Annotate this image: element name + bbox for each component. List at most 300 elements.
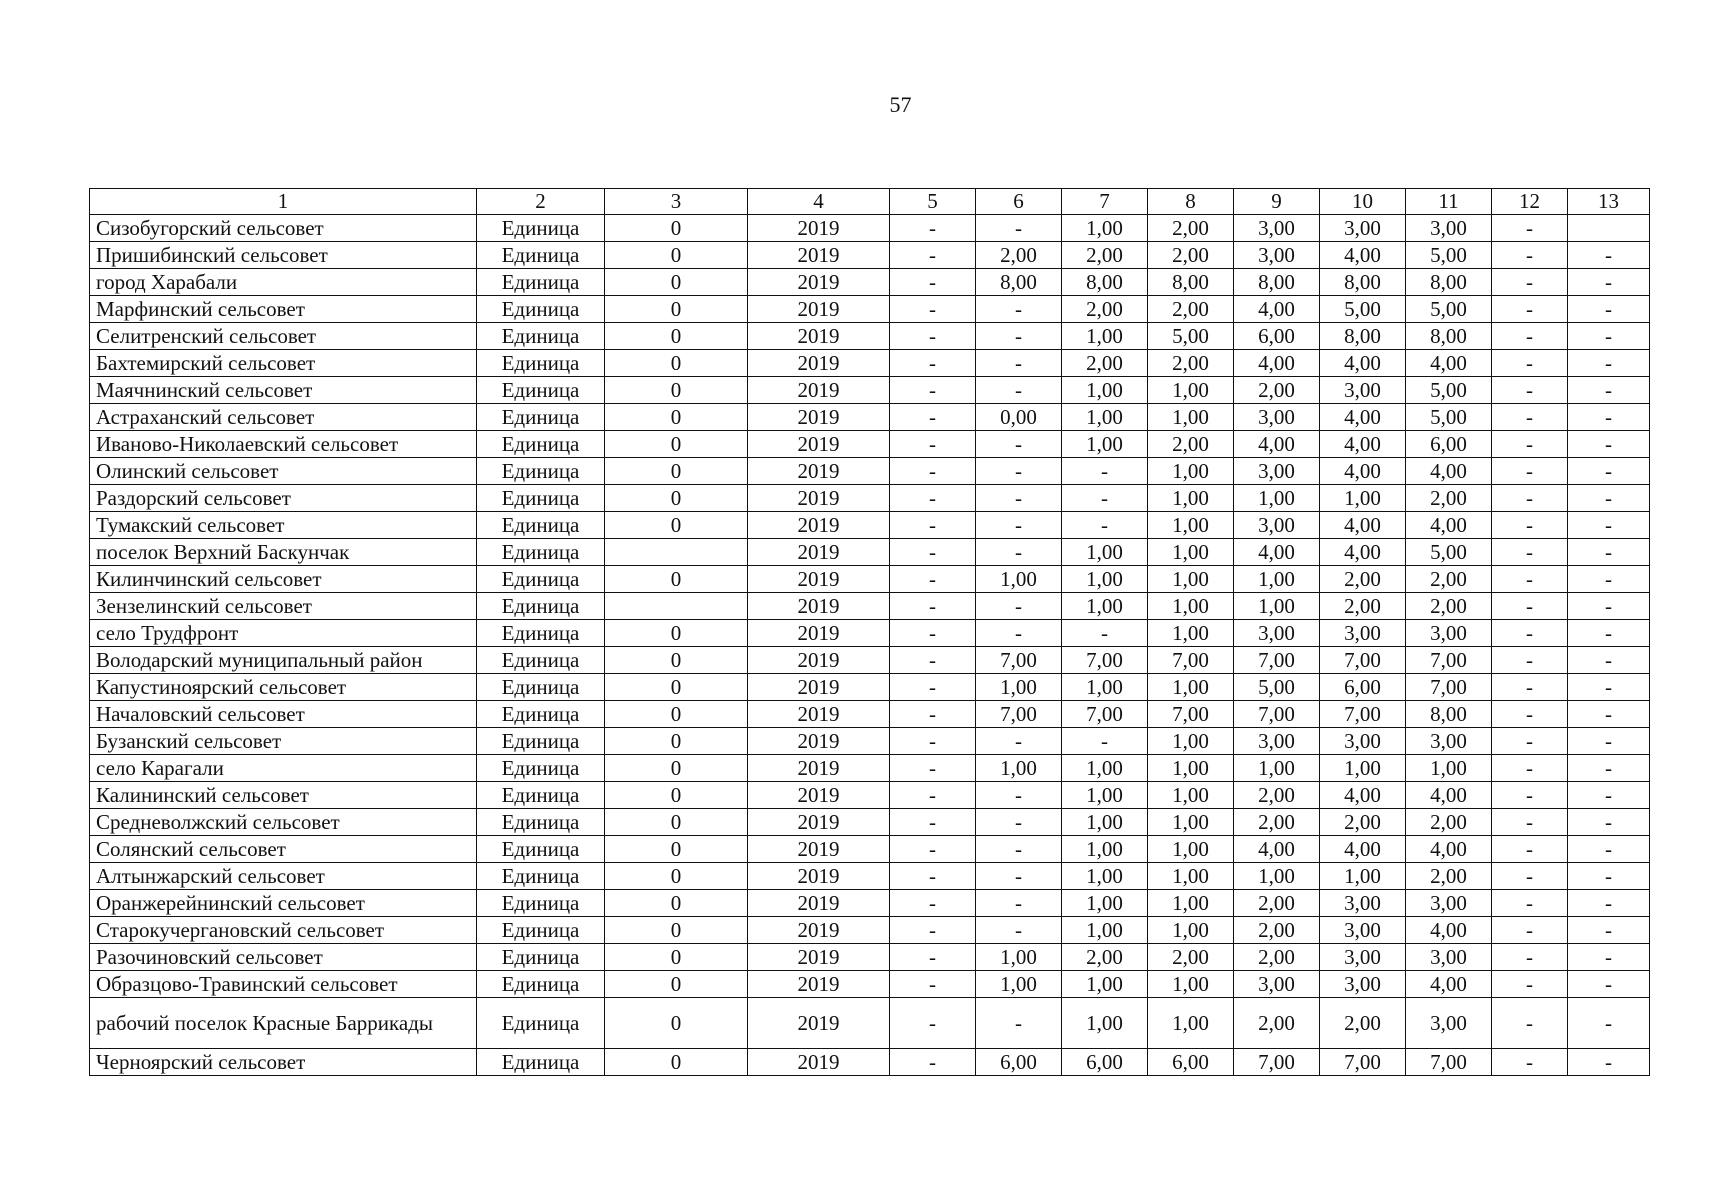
row-name-cell: Володарский муниципальный район xyxy=(90,647,477,674)
table-cell: Единица xyxy=(477,593,605,620)
table-cell: - xyxy=(1492,485,1568,512)
table-cell: 2,00 xyxy=(1148,350,1234,377)
table-cell: 5,00 xyxy=(1406,377,1492,404)
table-cell: 2,00 xyxy=(976,242,1062,269)
row-name-cell: Иваново-Николаевский сельсовет xyxy=(90,431,477,458)
table-cell: - xyxy=(1492,782,1568,809)
table-cell: Единица xyxy=(477,269,605,296)
table-cell: 2,00 xyxy=(1234,890,1320,917)
table-cell: - xyxy=(1492,755,1568,782)
table-cell: 1,00 xyxy=(1148,593,1234,620)
table-cell: Единица xyxy=(477,620,605,647)
table-cell: 1,00 xyxy=(1234,863,1320,890)
table-cell: - xyxy=(1568,593,1650,620)
table-cell: 0 xyxy=(605,863,748,890)
table-cell: 1,00 xyxy=(1148,485,1234,512)
table-cell: 1,00 xyxy=(1062,890,1148,917)
table-cell: 6,00 xyxy=(976,1049,1062,1076)
table-cell: 8,00 xyxy=(1406,701,1492,728)
table-cell: 1,00 xyxy=(1062,863,1148,890)
table-cell: Единица xyxy=(477,242,605,269)
table-cell: 4,00 xyxy=(1320,404,1406,431)
table-cell: - xyxy=(976,485,1062,512)
table-cell: 4,00 xyxy=(1234,431,1320,458)
table-cell: - xyxy=(1492,377,1568,404)
table-cell: 0 xyxy=(605,971,748,998)
table-cell: 0 xyxy=(605,431,748,458)
table-cell: 1,00 xyxy=(1148,377,1234,404)
column-header: 6 xyxy=(976,189,1062,215)
table-cell: 2019 xyxy=(748,593,890,620)
table-cell: - xyxy=(1492,998,1568,1049)
table-cell: 2019 xyxy=(748,269,890,296)
table-cell: - xyxy=(976,377,1062,404)
table-cell: 6,00 xyxy=(1062,1049,1148,1076)
table-cell: 2,00 xyxy=(1406,593,1492,620)
table-cell: 0 xyxy=(605,998,748,1049)
table-cell: - xyxy=(976,539,1062,566)
data-table xyxy=(89,188,1650,1076)
table-cell: 2019 xyxy=(748,350,890,377)
table-cell: 4,00 xyxy=(1406,350,1492,377)
table-cell: - xyxy=(1568,701,1650,728)
table-cell: 1,00 xyxy=(1062,539,1148,566)
table-cell: - xyxy=(976,323,1062,350)
table-cell: 1,00 xyxy=(1234,593,1320,620)
table-row xyxy=(90,863,1650,890)
table-cell: 8,00 xyxy=(1406,269,1492,296)
table-cell: 1,00 xyxy=(1148,539,1234,566)
table-cell: 1,00 xyxy=(976,944,1062,971)
table-cell: 2,00 xyxy=(1148,431,1234,458)
table-cell: - xyxy=(1492,512,1568,539)
table-cell: Единица xyxy=(477,350,605,377)
table-row xyxy=(90,890,1650,917)
table-cell: 2,00 xyxy=(1148,296,1234,323)
table-cell: - xyxy=(1492,215,1568,242)
row-name-cell: Селитренский сельсовет xyxy=(90,323,477,350)
table-cell: 6,00 xyxy=(1148,1049,1234,1076)
table-cell: 3,00 xyxy=(1234,215,1320,242)
table-cell: 5,00 xyxy=(1406,296,1492,323)
table-row xyxy=(90,431,1650,458)
table-row xyxy=(90,782,1650,809)
table-cell: 2019 xyxy=(748,1049,890,1076)
table-cell: - xyxy=(1492,971,1568,998)
table-cell: 2,00 xyxy=(1234,809,1320,836)
table-cell: - xyxy=(1492,539,1568,566)
row-name-cell: город Харабали xyxy=(90,269,477,296)
table-cell: - xyxy=(1568,404,1650,431)
table-cell: 1,00 xyxy=(1062,755,1148,782)
table-cell: 5,00 xyxy=(1234,674,1320,701)
table-cell: 0 xyxy=(605,890,748,917)
table-cell: 7,00 xyxy=(1062,647,1148,674)
table-cell: 0 xyxy=(605,296,748,323)
row-name-cell: рабочий поселок Красные Баррикады xyxy=(90,998,477,1049)
table-cell: 1,00 xyxy=(1062,593,1148,620)
table-cell: 1,00 xyxy=(1148,674,1234,701)
table-cell: 1,00 xyxy=(976,674,1062,701)
table-cell: 7,00 xyxy=(976,701,1062,728)
table-cell: Единица xyxy=(477,404,605,431)
table-cell: 1,00 xyxy=(1062,917,1148,944)
table-cell: 0 xyxy=(605,1049,748,1076)
table-cell: - xyxy=(890,485,976,512)
row-name-cell: село Трудфронт xyxy=(90,620,477,647)
table-cell: 4,00 xyxy=(1234,539,1320,566)
table-cell: - xyxy=(1492,836,1568,863)
table-cell: Единица xyxy=(477,944,605,971)
column-header: 13 xyxy=(1568,189,1650,215)
table-cell: 4,00 xyxy=(1320,782,1406,809)
table-cell: 0 xyxy=(605,350,748,377)
table-cell: 0 xyxy=(605,647,748,674)
table-cell: - xyxy=(1568,674,1650,701)
table-cell: 5,00 xyxy=(1148,323,1234,350)
table-cell: 1,00 xyxy=(1148,755,1234,782)
table-cell: 3,00 xyxy=(1320,728,1406,755)
table-row xyxy=(90,377,1650,404)
table-cell: 1,00 xyxy=(1320,863,1406,890)
table-cell: 2,00 xyxy=(1148,242,1234,269)
table-cell: - xyxy=(1568,782,1650,809)
table-cell: - xyxy=(1568,620,1650,647)
table-cell: 3,00 xyxy=(1320,971,1406,998)
table-row xyxy=(90,215,1650,242)
table-cell: - xyxy=(890,323,976,350)
row-name-cell: Калининский сельсовет xyxy=(90,782,477,809)
table-cell: 1,00 xyxy=(1062,431,1148,458)
table-cell: 3,00 xyxy=(1320,917,1406,944)
table-cell: 1,00 xyxy=(1148,512,1234,539)
table-cell: 1,00 xyxy=(1062,809,1148,836)
table-row xyxy=(90,701,1650,728)
table-cell: - xyxy=(976,350,1062,377)
table-cell: - xyxy=(1492,593,1568,620)
row-name-cell: Марфинский сельсовет xyxy=(90,296,477,323)
row-name-cell: Старокучергановский сельсовет xyxy=(90,917,477,944)
table-cell: 2,00 xyxy=(1234,917,1320,944)
table-cell: 0 xyxy=(605,404,748,431)
table-cell: 2019 xyxy=(748,863,890,890)
table-row xyxy=(90,971,1650,998)
table-cell: 2019 xyxy=(748,620,890,647)
table-cell: Единица xyxy=(477,917,605,944)
table-cell: 4,00 xyxy=(1406,971,1492,998)
table-cell: - xyxy=(890,539,976,566)
table-cell: 0 xyxy=(605,566,748,593)
table-cell: - xyxy=(976,458,1062,485)
table-cell: 3,00 xyxy=(1320,620,1406,647)
table-cell: - xyxy=(1062,620,1148,647)
table-cell: - xyxy=(1568,944,1650,971)
table-cell: Единица xyxy=(477,377,605,404)
table-cell: 0 xyxy=(605,917,748,944)
table-cell: 2019 xyxy=(748,296,890,323)
table-cell: 4,00 xyxy=(1320,242,1406,269)
table-cell: 2,00 xyxy=(1148,944,1234,971)
table-cell: 0 xyxy=(605,242,748,269)
table-cell: - xyxy=(976,512,1062,539)
table-cell: 8,00 xyxy=(1062,269,1148,296)
table-cell xyxy=(605,539,748,566)
table-cell: - xyxy=(890,674,976,701)
row-name-cell: Зензелинский сельсовет xyxy=(90,593,477,620)
table-cell: 3,00 xyxy=(1234,728,1320,755)
table-cell: - xyxy=(1492,890,1568,917)
table-cell: 3,00 xyxy=(1234,620,1320,647)
table-row xyxy=(90,620,1650,647)
table-cell: 4,00 xyxy=(1234,350,1320,377)
table-cell: 2019 xyxy=(748,539,890,566)
table-cell: 4,00 xyxy=(1320,431,1406,458)
table-cell: 8,00 xyxy=(1320,269,1406,296)
table-cell: - xyxy=(1568,431,1650,458)
table-row xyxy=(90,296,1650,323)
table-cell: - xyxy=(1568,728,1650,755)
table-row xyxy=(90,647,1650,674)
table-cell: - xyxy=(1492,917,1568,944)
table-cell: Единица xyxy=(477,647,605,674)
table-cell: Единица xyxy=(477,458,605,485)
row-name-cell: Бузанский сельсовет xyxy=(90,728,477,755)
table-cell: 7,00 xyxy=(1320,701,1406,728)
table-cell: Единица xyxy=(477,728,605,755)
table-cell: - xyxy=(976,215,1062,242)
table-row xyxy=(90,566,1650,593)
table-cell: - xyxy=(890,350,976,377)
table-cell: - xyxy=(1568,566,1650,593)
table-cell: - xyxy=(1568,350,1650,377)
table-cell: 1,00 xyxy=(1320,755,1406,782)
table-cell: - xyxy=(890,1049,976,1076)
table-cell: 1,00 xyxy=(1148,809,1234,836)
table-cell: 6,00 xyxy=(1406,431,1492,458)
table-cell: 2,00 xyxy=(1234,782,1320,809)
row-name-cell: поселок Верхний Баскунчак xyxy=(90,539,477,566)
table-cell: Единица xyxy=(477,782,605,809)
table-cell: 0,00 xyxy=(976,404,1062,431)
table-cell: - xyxy=(1492,1049,1568,1076)
table-cell: Единица xyxy=(477,215,605,242)
table-row xyxy=(90,809,1650,836)
table-cell: 3,00 xyxy=(1320,377,1406,404)
table-cell: 2,00 xyxy=(1062,944,1148,971)
table-cell: - xyxy=(976,728,1062,755)
table-cell: 2,00 xyxy=(1406,566,1492,593)
table-cell: 0 xyxy=(605,512,748,539)
table-cell: 4,00 xyxy=(1406,836,1492,863)
table-cell: - xyxy=(890,593,976,620)
table-cell: 1,00 xyxy=(1062,998,1148,1049)
table-cell: 2,00 xyxy=(1234,998,1320,1049)
table-cell: 1,00 xyxy=(1062,836,1148,863)
table-cell: 1,00 xyxy=(1148,620,1234,647)
table-cell: - xyxy=(1568,1049,1650,1076)
table-cell: - xyxy=(890,782,976,809)
table-cell: 7,00 xyxy=(976,647,1062,674)
table-cell: - xyxy=(1568,539,1650,566)
table-cell: Единица xyxy=(477,836,605,863)
table-cell: - xyxy=(1492,944,1568,971)
table-cell: 3,00 xyxy=(1234,242,1320,269)
row-name-cell: Образцово-Травинский сельсовет xyxy=(90,971,477,998)
column-header: 5 xyxy=(890,189,976,215)
table-row xyxy=(90,323,1650,350)
table-cell: - xyxy=(1568,755,1650,782)
table-cell: 2019 xyxy=(748,890,890,917)
table-cell: 3,00 xyxy=(1406,215,1492,242)
table-cell: - xyxy=(976,296,1062,323)
table-cell: 2019 xyxy=(748,485,890,512)
table-cell: 1,00 xyxy=(1062,566,1148,593)
column-header: 2 xyxy=(477,189,605,215)
table-cell: 4,00 xyxy=(1320,836,1406,863)
row-name-cell: Средневолжский сельсовет xyxy=(90,809,477,836)
column-header: 3 xyxy=(605,189,748,215)
table-cell: Единица xyxy=(477,566,605,593)
table-cell: 3,00 xyxy=(1234,971,1320,998)
table-cell: - xyxy=(1492,242,1568,269)
table-cell: 1,00 xyxy=(1062,782,1148,809)
table-cell: Единица xyxy=(477,998,605,1049)
row-name-cell: Астраханский сельсовет xyxy=(90,404,477,431)
table-cell: - xyxy=(1492,350,1568,377)
table-cell: - xyxy=(1062,728,1148,755)
table-row xyxy=(90,242,1650,269)
table-cell: - xyxy=(1568,512,1650,539)
table-cell: - xyxy=(890,917,976,944)
row-name-cell: Оранжерейнинский сельсовет xyxy=(90,890,477,917)
table-cell: 3,00 xyxy=(1406,890,1492,917)
table-cell: - xyxy=(1492,863,1568,890)
table-row xyxy=(90,485,1650,512)
table-row xyxy=(90,458,1650,485)
table-cell: - xyxy=(1568,971,1650,998)
table-cell: 0 xyxy=(605,269,748,296)
table-cell: - xyxy=(890,755,976,782)
table-cell: - xyxy=(890,647,976,674)
row-name-cell: Разочиновский сельсовет xyxy=(90,944,477,971)
row-name-cell: Солянский сельсовет xyxy=(90,836,477,863)
table-cell: - xyxy=(976,593,1062,620)
column-header: 4 xyxy=(748,189,890,215)
table-cell: 0 xyxy=(605,458,748,485)
table-cell: 3,00 xyxy=(1234,458,1320,485)
table-cell: 1,00 xyxy=(1234,755,1320,782)
table-cell: 3,00 xyxy=(1320,944,1406,971)
table-cell: Единица xyxy=(477,674,605,701)
table-cell: - xyxy=(976,431,1062,458)
table-cell: 7,00 xyxy=(1320,1049,1406,1076)
table-cell: 2,00 xyxy=(1406,485,1492,512)
table-cell: 2019 xyxy=(748,782,890,809)
table-cell: 3,00 xyxy=(1234,404,1320,431)
table-cell: 2019 xyxy=(748,728,890,755)
table-cell: 2,00 xyxy=(1406,809,1492,836)
row-name-cell: Тумакский сельсовет xyxy=(90,512,477,539)
table-cell: - xyxy=(890,944,976,971)
table-cell: 1,00 xyxy=(1148,836,1234,863)
table-cell: - xyxy=(1492,566,1568,593)
table-cell: 7,00 xyxy=(1234,647,1320,674)
row-name-cell: Олинский сельсовет xyxy=(90,458,477,485)
table-row xyxy=(90,674,1650,701)
table-cell: 1,00 xyxy=(1320,485,1406,512)
table-cell: - xyxy=(1568,458,1650,485)
row-name-cell: Черноярский сельсовет xyxy=(90,1049,477,1076)
table-cell: 0 xyxy=(605,674,748,701)
table-cell: - xyxy=(1062,485,1148,512)
table-row xyxy=(90,350,1650,377)
table-cell: 1,00 xyxy=(1148,998,1234,1049)
table-cell: 1,00 xyxy=(976,566,1062,593)
table-cell: - xyxy=(890,809,976,836)
table-cell: - xyxy=(1492,620,1568,647)
table-cell: 2019 xyxy=(748,242,890,269)
column-header: 1 xyxy=(90,189,477,215)
table-row xyxy=(90,512,1650,539)
table-cell: - xyxy=(1568,647,1650,674)
column-header: 9 xyxy=(1234,189,1320,215)
table-cell: 0 xyxy=(605,782,748,809)
table-cell: 2,00 xyxy=(1234,377,1320,404)
table-cell: - xyxy=(1492,296,1568,323)
table-cell xyxy=(1568,215,1650,242)
table-cell: - xyxy=(1568,836,1650,863)
table-cell: - xyxy=(1492,404,1568,431)
table-cell: - xyxy=(890,269,976,296)
table-cell: 4,00 xyxy=(1234,836,1320,863)
table-cell: - xyxy=(976,917,1062,944)
table-cell: 8,00 xyxy=(1320,323,1406,350)
table-cell: 1,00 xyxy=(1234,566,1320,593)
table-cell: 0 xyxy=(605,485,748,512)
table-cell: 0 xyxy=(605,620,748,647)
table-cell: 4,00 xyxy=(1406,782,1492,809)
table-cell: Единица xyxy=(477,701,605,728)
table-cell: 3,00 xyxy=(1234,512,1320,539)
table-cell: 0 xyxy=(605,755,748,782)
table-cell: - xyxy=(976,809,1062,836)
table-cell: 7,00 xyxy=(1148,647,1234,674)
table-cell: 2,00 xyxy=(1320,809,1406,836)
table-cell: 2019 xyxy=(748,674,890,701)
table-cell: Единица xyxy=(477,512,605,539)
table-cell: - xyxy=(890,377,976,404)
table-cell: 1,00 xyxy=(1148,566,1234,593)
table-cell: 2,00 xyxy=(1406,863,1492,890)
table-cell: - xyxy=(1568,377,1650,404)
table-row xyxy=(90,917,1650,944)
table-cell: - xyxy=(890,701,976,728)
table-cell: Единица xyxy=(477,539,605,566)
table-cell: 2,00 xyxy=(1320,566,1406,593)
table-row xyxy=(90,998,1650,1049)
row-name-cell: Раздорский сельсовет xyxy=(90,485,477,512)
table-cell: 1,00 xyxy=(1062,215,1148,242)
table-cell: 0 xyxy=(605,701,748,728)
table-cell: - xyxy=(890,242,976,269)
table-cell: - xyxy=(890,863,976,890)
table-cell: 7,00 xyxy=(1406,1049,1492,1076)
table-cell: - xyxy=(976,836,1062,863)
table-row xyxy=(90,755,1650,782)
table-cell: - xyxy=(890,890,976,917)
table-cell: - xyxy=(890,215,976,242)
table-cell: 5,00 xyxy=(1320,296,1406,323)
